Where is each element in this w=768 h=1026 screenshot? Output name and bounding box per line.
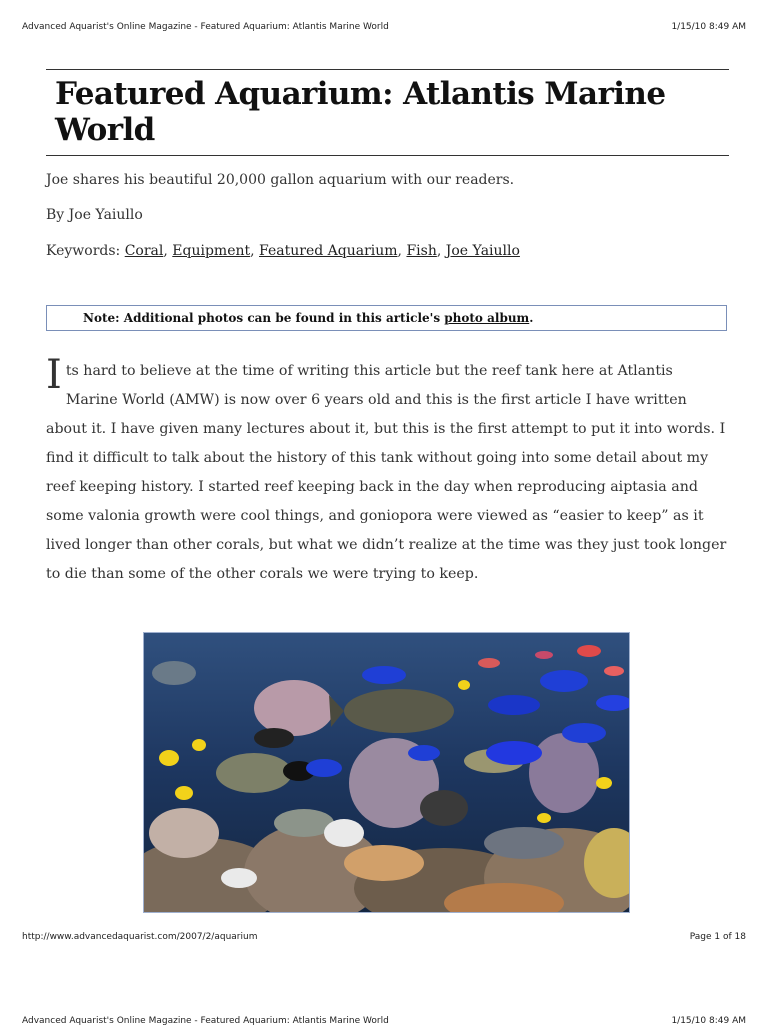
note-suffix: .: [529, 311, 534, 325]
keyword-link-featured-aquarium[interactable]: Featured Aquarium: [259, 243, 398, 259]
photo-album-link[interactable]: photo album: [444, 311, 530, 325]
next-page-print-header: [22, 1016, 746, 1026]
article-byline: By Joe Yaiullo: [46, 207, 143, 223]
keyword-link-joe-yaiullo[interactable]: Joe Yaiullo: [445, 243, 520, 259]
print-header-title: Advanced Aquarist's Online Magazine - Featured Aquarium: Atlantis Marine World: [22, 22, 389, 32]
keyword-link-coral[interactable]: Coral: [124, 243, 164, 259]
article: [46, 69, 729, 582]
print-footer-page: Page 1 of 18: [689, 932, 746, 942]
article-body-text: ts hard to believe at the time of writing this article but the reef tank here at Atlantis Marine World (AMW) is now over 6 years old and this is the first article I have written about it. I have given many lectures about it, but this is the first attempt to put it into words. I find it difficult to talk about the history of this tank without going into some detail about my reef keeping history. I started reef keeping back in the day when reproducing aiptasia and some valonia growth were cool things, and goniopora were viewed as “easier to keep” as it lived longer than other corals, but what we didn’t realize at the time was they just took longer to die than some of the other corals we were trying to keep.: [46, 363, 727, 582]
note-text: Note: Additional photos can be found in this article's: [83, 311, 441, 325]
title-bottom-rule: [46, 155, 729, 156]
print-header: [22, 22, 746, 32]
next-page-header-timestamp: 1/15/10 8:49 AM: [671, 1016, 746, 1026]
photo-album-note: [46, 305, 727, 331]
keyword-link-equipment[interactable]: Equipment: [172, 243, 251, 259]
keywords-line: Keywords: Coral, Equipment, Featured Aquarium, Fish, Joe Yaiullo: [46, 243, 520, 259]
keywords-label: Keywords:: [46, 243, 121, 259]
aquarium-photo-illustration: [144, 633, 630, 913]
print-header-timestamp: 1/15/10 8:49 AM: [671, 22, 746, 32]
print-footer: [22, 932, 746, 942]
drop-cap: I: [46, 352, 62, 398]
aquarium-photo: [143, 632, 630, 913]
page-title: Featured Aquarium: Atlantis Marine World: [55, 76, 666, 148]
print-footer-url: http://www.advancedaquarist.com/2007/2/aquarium: [22, 932, 258, 942]
keyword-link-fish[interactable]: Fish: [406, 243, 437, 259]
article-subtitle: Joe shares his beautiful 20,000 gallon aquarium with our readers.: [46, 172, 515, 188]
next-page-header-title: Advanced Aquarist's Online Magazine - Featured Aquarium: Atlantis Marine World: [22, 1016, 389, 1026]
article-body: [46, 352, 729, 589]
